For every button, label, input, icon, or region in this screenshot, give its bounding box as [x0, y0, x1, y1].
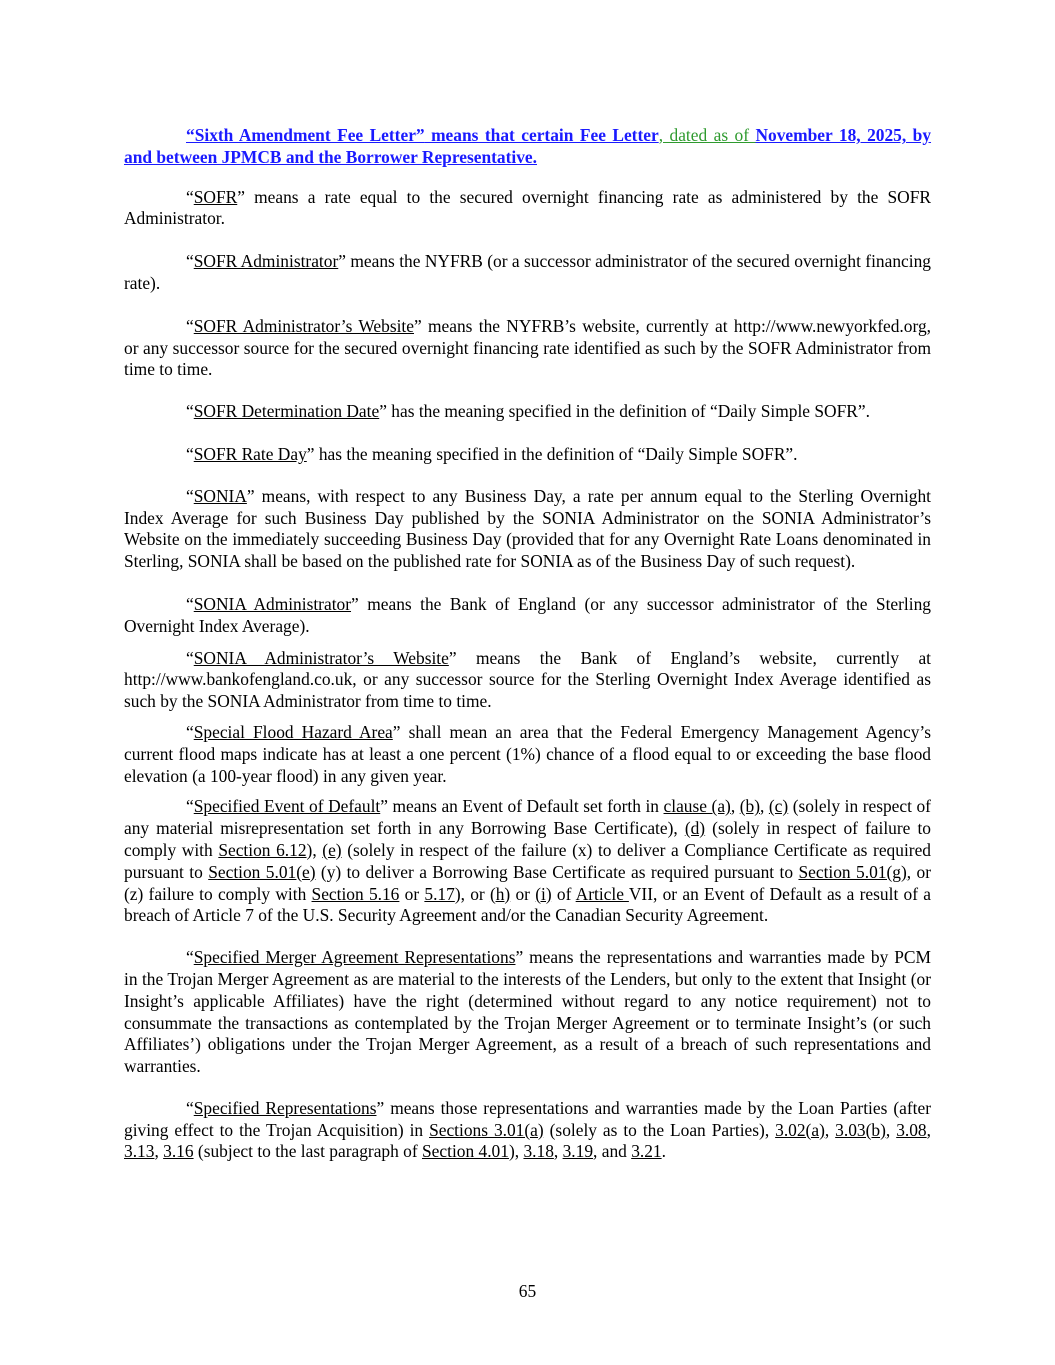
definition-text: or: [399, 883, 425, 904]
definition-text: ” shall mean an area that the Federal Emergency Management Agency’s current flood maps indicate has at least a one percent (1%) chance of a flood equal to or exceeding the base flood elevation (a 100-year flood) in any given year.: [124, 721, 931, 786]
quote: “: [186, 315, 194, 336]
cross-reference: Sections 3.01(a): [429, 1119, 544, 1140]
definition-text: ” means the Bank of England’s website, currently at http://www.bankofengland.co.uk, or any successor source for the Sterling Overnight Index Average identified as such by the SONIA Administrator from time to time.: [124, 647, 931, 712]
definition-text: (solely in respect of the failure (x) to deliver a Compliance Certificate as required pursuant to: [124, 839, 931, 882]
cross-reference: (d): [684, 818, 706, 839]
definition-text: (solely in respect of any material misrepresentation set forth in any Borrowing Base Certificate),: [124, 796, 931, 839]
cross-reference: 3.18: [523, 1141, 554, 1162]
cross-reference: Section 5.01(e): [208, 861, 316, 882]
cross-reference: Section 5.01(g): [798, 861, 907, 882]
cross-reference: 3.02(a): [775, 1119, 825, 1140]
definition-text: .: [661, 1141, 666, 1162]
cross-reference: Section 5.16: [311, 883, 400, 904]
definition-text: ” means the Bank of England (or any successor administrator of the Sterling Overnight Index Average).: [124, 593, 931, 636]
definition-text: ” has the meaning specified in the definition of “Daily Simple SOFR”.: [306, 443, 798, 464]
definition-specified-representations: [124, 1098, 931, 1163]
definition-specified-merger-agreement-representations: [124, 947, 931, 1078]
cross-reference: (c): [768, 796, 789, 817]
cross-reference: Article: [575, 883, 629, 904]
definition-text: (subject to the last paragraph of: [193, 1141, 422, 1162]
page-number: 65: [518, 1281, 537, 1301]
definition-text: ,: [730, 796, 740, 817]
quote: “: [186, 251, 194, 272]
moved-text: , dated as of: [658, 125, 756, 145]
quote: “: [186, 485, 194, 506]
defined-term: SOFR Rate Day: [193, 443, 307, 464]
defined-term: SONIA Administrator’s Website: [193, 647, 449, 668]
definition-text: ,: [760, 796, 769, 817]
cross-reference: 3.21: [631, 1141, 662, 1162]
quote: “: [186, 721, 194, 742]
defined-term: Specified Representations: [193, 1097, 377, 1118]
cross-reference: clause (a): [663, 796, 731, 817]
definition-text: ),: [508, 1141, 524, 1162]
quote: “: [186, 443, 194, 464]
definition-text: ,: [824, 1119, 836, 1140]
definition-text: ” means the NYFRB (or a successor administrator of the secured overnight financing rate).: [124, 251, 931, 293]
cross-reference: 3.13: [124, 1141, 155, 1162]
quote: “: [186, 647, 194, 668]
definition-text: or: [510, 883, 536, 904]
definition-sonia: [124, 486, 931, 573]
definition-text: VII, or an Event of Default as a result of a breach of Article 7 of the U.S. Security Agreement and/or the Canadian Security Agreement.: [124, 883, 931, 926]
defined-term: SONIA Administrator: [193, 593, 352, 614]
defined-term-inserted: “Sixth Amendment Fee Letter”: [186, 125, 425, 145]
quote: “: [186, 796, 194, 817]
defined-term: SONIA: [193, 485, 247, 506]
defined-term: SOFR Administrator’s Website: [193, 315, 414, 336]
definition-text: , or (z) failure to comply with: [124, 861, 931, 904]
quote: “: [186, 947, 194, 968]
cross-reference: 3.08: [896, 1119, 927, 1140]
quote: “: [186, 186, 194, 207]
definition-text: of: [551, 883, 576, 904]
cross-reference: 5.17: [424, 883, 455, 904]
definition-text: ),: [306, 839, 323, 860]
definition-text: (solely in respect of failure to comply with: [124, 818, 931, 860]
defined-term: SOFR Determination Date: [193, 401, 380, 422]
definition-text: (y) to deliver a Borrowing Base Certificate as required pursuant to: [315, 861, 799, 882]
cross-reference: Section 6.12: [218, 839, 307, 860]
definition-sixth-amendment-fee-letter: [124, 125, 931, 169]
quote: “: [186, 593, 194, 614]
definition-text: ” means the representations and warranties made by PCM in the Trojan Merger Agreement as are material to the interests of the Lenders, but only to the extent that Insight (or Insight’s applicable Affiliates) have the right (determined without regard to any notice requirement) not to consummate the transactions as contemplated by the Trojan Merger Agreement or to terminate Insight’s (or such Affiliates’) obligations under the Trojan Merger Agreement, as a result of a breach of such representations and warranties.: [124, 947, 931, 1077]
defined-term: Specified Merger Agreement Representations: [193, 947, 516, 968]
quote: “: [186, 1097, 194, 1118]
inserted-text: means that certain Fee Letter: [424, 125, 659, 145]
definition-text: ” means, with respect to any Business Day, a rate per annum equal to the Sterling Overnight Index Average for such Business Day published by the SONIA Administrator on the SONIA Administrator’s Website on the immediately succeeding Business Day (provided that for any Overnight Rate Loans denominated in Sterling, SONIA shall be based on the published rate for SONIA as of the Business Day of such request).: [124, 485, 931, 572]
defined-term: Special Flood Hazard Area: [193, 721, 393, 742]
definition-sofr-administrator: [124, 251, 931, 295]
definition-text: ,: [154, 1141, 164, 1162]
definition-text: , and: [593, 1141, 632, 1162]
definition-text: ), or: [454, 883, 490, 904]
definition-text: ” means the NYFRB’s website, currently at http://www.newyorkfed.org, or any successor source for the secured overnight financing rate identified as such by the SOFR Administrator from time to time.: [124, 315, 931, 380]
definition-text: ,: [926, 1119, 931, 1140]
definition-sofr-administrators-website: [124, 316, 931, 381]
document-page: [124, 125, 931, 1163]
cross-reference: Section 4.01: [422, 1141, 509, 1162]
definition-text: (solely as to the Loan Parties),: [543, 1119, 776, 1140]
cross-reference: 3.16: [163, 1141, 194, 1162]
cross-reference: (h): [489, 883, 511, 904]
definition-sonia-administrator: [124, 594, 931, 638]
definition-text: ,: [885, 1119, 897, 1140]
cross-reference: 3.19: [562, 1141, 594, 1162]
definition-special-flood-hazard-area: [124, 722, 931, 787]
definition-text: ” has the meaning specified in the definition of “Daily Simple SOFR”.: [379, 401, 870, 422]
defined-term: SOFR: [193, 186, 238, 207]
inserted-text: November 18, 2025, by and between JPMCB and the Borrower Representative.: [124, 125, 932, 167]
definition-text: ” means those representations and warranties made by the Loan Parties (after giving effect to the Trojan Acquisition) in: [124, 1097, 931, 1140]
definition-text: ,: [553, 1141, 563, 1162]
definition-text: ” means an Event of Default set forth in: [380, 796, 664, 817]
definition-text: ” means a rate equal to the secured overnight financing rate as administered by the SOFR Administrator.: [124, 186, 931, 229]
defined-term: SOFR Administrator: [193, 251, 339, 272]
definition-sofr-rate-day: [124, 444, 931, 466]
quote: “: [186, 401, 194, 422]
definition-sonia-administrators-website: [124, 648, 931, 713]
cross-reference: (i): [535, 883, 552, 904]
definition-specified-event-of-default: [124, 796, 931, 927]
definition-sofr-determination-date: [124, 401, 931, 423]
definition-sofr: [124, 187, 931, 231]
cross-reference: 3.03(b): [835, 1119, 886, 1140]
cross-reference: (e): [322, 839, 342, 860]
defined-term: Specified Event of Default: [193, 796, 381, 817]
cross-reference: (b): [739, 796, 760, 817]
